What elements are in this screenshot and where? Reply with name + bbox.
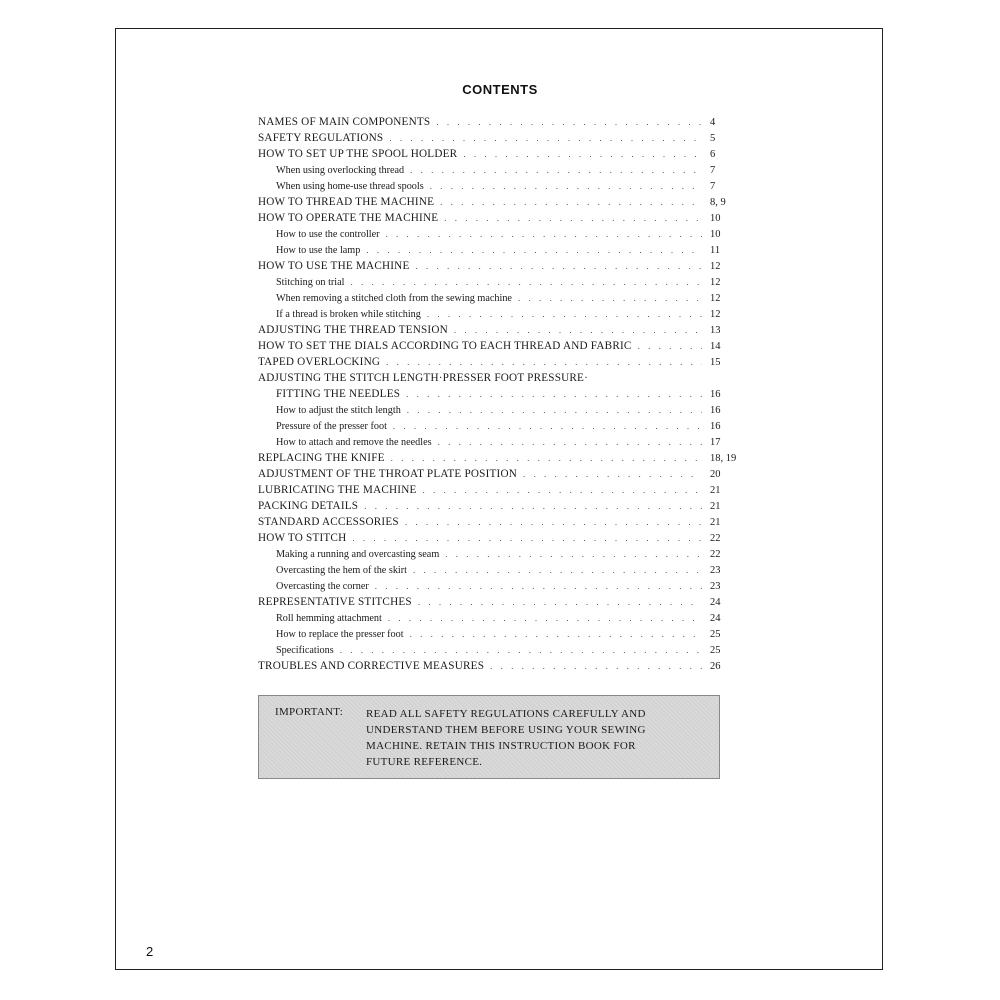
toc-entry bbox=[258, 354, 744, 370]
dot-leader bbox=[386, 226, 702, 242]
toc-entry-page: 22 bbox=[710, 533, 721, 544]
toc-entry bbox=[258, 130, 744, 146]
dot-leader bbox=[523, 466, 702, 482]
dot-leader bbox=[430, 178, 702, 194]
toc-entry bbox=[258, 514, 744, 530]
toc-entry bbox=[258, 386, 744, 402]
table-of-contents bbox=[258, 114, 744, 674]
important-line: FUTURE REFERENCE. bbox=[366, 756, 483, 768]
toc-entry bbox=[258, 274, 744, 290]
important-line: MACHINE. RETAIN THIS INSTRUCTION BOOK FOR bbox=[366, 740, 636, 752]
dot-leader bbox=[406, 386, 702, 402]
toc-entry-title: If a thread is broken while stitching bbox=[276, 309, 421, 320]
important-line: READ ALL SAFETY REGULATIONS CAREFULLY AND bbox=[366, 708, 646, 720]
toc-entry-page: 12 bbox=[710, 261, 721, 272]
toc-entry-title: When using overlocking thread bbox=[276, 165, 405, 176]
toc-entry bbox=[258, 418, 744, 434]
toc-entry-page: 24 bbox=[710, 613, 721, 624]
toc-entry-title: ADJUSTMENT OF THE THROAT PLATE POSITION bbox=[258, 468, 518, 480]
toc-entry-title: TROUBLES AND CORRECTIVE MEASURES bbox=[258, 660, 485, 672]
dot-leader bbox=[388, 610, 702, 626]
toc-entry-title: STANDARD ACCESSORIES bbox=[258, 516, 399, 528]
dot-leader bbox=[407, 402, 702, 418]
dot-leader bbox=[340, 642, 702, 658]
dot-leader bbox=[410, 626, 702, 642]
dot-leader bbox=[418, 594, 702, 610]
toc-entry bbox=[258, 594, 744, 610]
toc-entry-title: HOW TO THREAD THE MACHINE bbox=[258, 196, 435, 208]
toc-entry-page: 23 bbox=[710, 581, 721, 592]
toc-entry bbox=[258, 482, 744, 498]
toc-entry-title: When using home-use thread spools bbox=[276, 181, 424, 192]
toc-entry-title: TAPED OVERLOCKING bbox=[258, 356, 381, 368]
toc-entry bbox=[258, 290, 744, 306]
toc-entry-title: HOW TO SET THE DIALS ACCORDING TO EACH THREAD AND FABRIC bbox=[258, 340, 632, 352]
toc-entry-page: 13 bbox=[710, 325, 721, 336]
toc-entry bbox=[258, 466, 744, 482]
toc-entry bbox=[258, 258, 744, 274]
toc-entry-title: HOW TO OPERATE THE MACHINE bbox=[258, 212, 439, 224]
dot-leader bbox=[416, 258, 703, 274]
toc-entry-title: How to use the controller bbox=[276, 229, 380, 240]
toc-entry-page: 7 bbox=[710, 181, 716, 192]
dot-leader bbox=[410, 162, 702, 178]
toc-entry-title: ADJUSTING THE STITCH LENGTH·PRESSER FOOT PRESSURE· bbox=[258, 372, 589, 384]
dot-leader bbox=[364, 498, 702, 514]
toc-entry-page: 25 bbox=[710, 629, 721, 640]
toc-entry bbox=[258, 146, 744, 162]
important-notice bbox=[258, 695, 720, 779]
page-title: CONTENTS bbox=[462, 82, 538, 97]
dot-leader bbox=[440, 194, 702, 210]
toc-entry bbox=[258, 370, 744, 386]
toc-entry-title: How to replace the presser foot bbox=[276, 629, 404, 640]
important-text bbox=[366, 706, 706, 770]
toc-entry bbox=[258, 658, 744, 674]
toc-entry-page: 10 bbox=[710, 213, 721, 224]
toc-entry bbox=[258, 578, 744, 594]
dot-leader bbox=[436, 114, 702, 130]
dot-leader bbox=[413, 562, 702, 578]
dot-leader bbox=[350, 274, 702, 290]
dot-leader bbox=[490, 658, 702, 674]
toc-entry bbox=[258, 226, 744, 242]
important-line: UNDERSTAND THEM BEFORE USING YOUR SEWING bbox=[366, 724, 646, 736]
toc-entry-page: 16 bbox=[710, 389, 721, 400]
toc-entry-title: Pressure of the presser foot bbox=[276, 421, 387, 432]
dot-leader bbox=[423, 482, 702, 498]
dot-leader bbox=[438, 434, 702, 450]
toc-entry-title: Stitching on trial bbox=[276, 277, 345, 288]
dot-leader bbox=[389, 130, 702, 146]
toc-entry-title: LUBRICATING THE MACHINE bbox=[258, 484, 417, 496]
toc-entry-page: 21 bbox=[710, 485, 721, 496]
dot-leader bbox=[352, 530, 702, 546]
toc-entry bbox=[258, 306, 744, 322]
toc-entry bbox=[258, 530, 744, 546]
toc-entry-page: 15 bbox=[710, 357, 721, 368]
dot-leader bbox=[463, 146, 702, 162]
toc-entry-title: ADJUSTING THE THREAD TENSION bbox=[258, 324, 448, 336]
toc-entry bbox=[258, 338, 744, 354]
toc-entry-page: 26 bbox=[710, 661, 721, 672]
toc-entry bbox=[258, 242, 744, 258]
toc-entry-title: How to attach and remove the needles bbox=[276, 437, 432, 448]
dot-leader bbox=[444, 210, 702, 226]
toc-entry-title: FITTING THE NEEDLES bbox=[276, 388, 401, 400]
dot-leader bbox=[445, 546, 702, 562]
toc-entry bbox=[258, 642, 744, 658]
important-label: IMPORTANT: bbox=[275, 706, 344, 718]
dot-leader bbox=[518, 290, 702, 306]
toc-entry-title: How to adjust the stitch length bbox=[276, 405, 401, 416]
toc-entry-title: PACKING DETAILS bbox=[258, 500, 359, 512]
toc-entry-page: 25 bbox=[710, 645, 721, 656]
dot-leader bbox=[427, 306, 702, 322]
toc-entry-title: HOW TO STITCH bbox=[258, 532, 347, 544]
toc-entry bbox=[258, 562, 744, 578]
toc-entry-title: Overcasting the hem of the skirt bbox=[276, 565, 407, 576]
toc-entry bbox=[258, 498, 744, 514]
dot-leader bbox=[391, 450, 702, 466]
toc-entry-page: 8, 9 bbox=[710, 197, 726, 208]
toc-entry-title: HOW TO USE THE MACHINE bbox=[258, 260, 410, 272]
toc-entry bbox=[258, 194, 744, 210]
toc-entry-title: Specifications bbox=[276, 645, 334, 656]
toc-entry-title: How to use the lamp bbox=[276, 245, 361, 256]
toc-entry-page: 6 bbox=[710, 149, 716, 160]
dot-leader bbox=[638, 338, 702, 354]
toc-entry-page: 12 bbox=[710, 277, 721, 288]
toc-entry bbox=[258, 322, 744, 338]
toc-entry bbox=[258, 434, 744, 450]
dot-leader bbox=[366, 242, 702, 258]
toc-entry-page: 21 bbox=[710, 517, 721, 528]
dot-leader bbox=[454, 322, 702, 338]
dot-leader bbox=[375, 578, 702, 594]
toc-entry bbox=[258, 626, 744, 642]
toc-entry-page: 24 bbox=[710, 597, 721, 608]
page-number: 2 bbox=[146, 944, 154, 959]
toc-entry bbox=[258, 178, 744, 194]
toc-entry-title: Making a running and overcasting seam bbox=[276, 549, 440, 560]
toc-entry-title: HOW TO SET UP THE SPOOL HOLDER bbox=[258, 148, 458, 160]
toc-entry bbox=[258, 450, 744, 466]
toc-entry bbox=[258, 114, 744, 130]
toc-entry-page: 21 bbox=[710, 501, 721, 512]
toc-entry-title: SAFETY REGULATIONS bbox=[258, 132, 384, 144]
toc-entry bbox=[258, 402, 744, 418]
toc-entry-page: 12 bbox=[710, 293, 721, 304]
toc-entry-page: 23 bbox=[710, 565, 721, 576]
toc-entry-page: 12 bbox=[710, 309, 721, 320]
toc-entry-title: REPLACING THE KNIFE bbox=[258, 452, 385, 464]
toc-entry-page: 4 bbox=[710, 117, 716, 128]
toc-entry-title: When removing a stitched cloth from the sewing machine bbox=[276, 293, 512, 304]
toc-entry-title: NAMES OF MAIN COMPONENTS bbox=[258, 116, 431, 128]
dot-leader bbox=[393, 418, 702, 434]
toc-entry-page: 10 bbox=[710, 229, 721, 240]
toc-entry bbox=[258, 210, 744, 226]
toc-entry-title: REPRESENTATIVE STITCHES bbox=[258, 596, 412, 608]
dot-leader bbox=[386, 354, 702, 370]
toc-entry-page: 16 bbox=[710, 421, 721, 432]
toc-entry-title: Roll hemming attachment bbox=[276, 613, 382, 624]
toc-entry-page: 11 bbox=[710, 245, 721, 256]
toc-entry bbox=[258, 610, 744, 626]
toc-entry-title: Overcasting the corner bbox=[276, 581, 369, 592]
toc-entry-page: 17 bbox=[710, 437, 721, 448]
toc-entry-page: 14 bbox=[710, 341, 721, 352]
toc-entry-page: 7 bbox=[710, 165, 716, 176]
toc-entry-page: 16 bbox=[710, 405, 721, 416]
dot-leader bbox=[405, 514, 702, 530]
toc-entry-page: 18, 19 bbox=[710, 453, 737, 464]
toc-entry-page: 22 bbox=[710, 549, 721, 560]
toc-entry bbox=[258, 546, 744, 562]
toc-entry-page: 20 bbox=[710, 469, 721, 480]
toc-entry-page: 5 bbox=[710, 133, 716, 144]
toc-entry bbox=[258, 162, 744, 178]
